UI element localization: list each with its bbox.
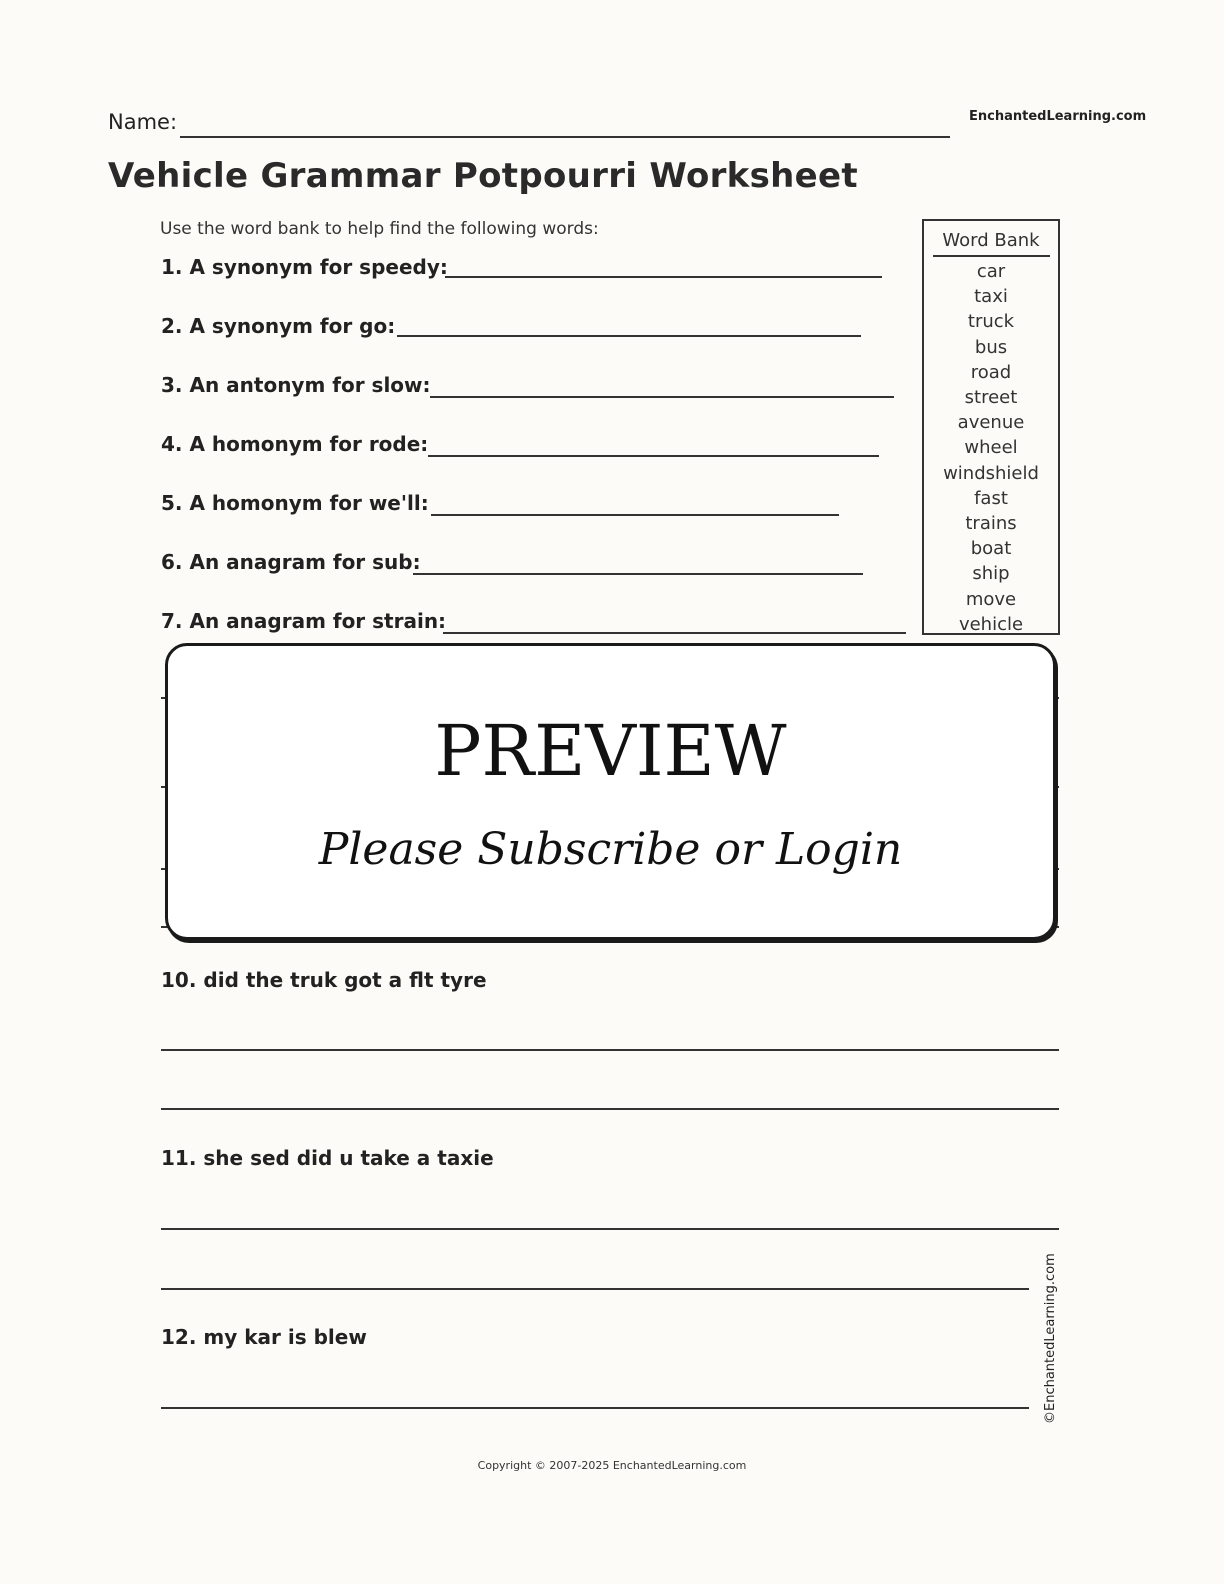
question-7: 7. An anagram for strain: <box>161 609 447 633</box>
answer-line-12 <box>161 1407 1029 1409</box>
site-label: EnchantedLearning.com <box>969 109 1147 124</box>
word-bank-item: taxi <box>974 286 1008 308</box>
word-bank-item: fast <box>974 487 1008 509</box>
word-bank-item: bus <box>974 336 1008 358</box>
question-5: 5. A homonym for we'll: <box>161 491 429 515</box>
answer-line-10a <box>161 1049 1059 1051</box>
word-bank <box>922 219 1060 635</box>
question-6: 6. An anagram for sub: <box>161 550 421 574</box>
question-11: 11. she sed did u take a taxie <box>161 1146 494 1170</box>
footer-copyright: Copyright © 2007-2025 EnchantedLearning.com <box>477 1459 747 1472</box>
word-bank-item: truck <box>967 311 1015 333</box>
answer-line-11a <box>161 1228 1059 1230</box>
name-label: Name: <box>108 110 178 134</box>
word-bank-item: road <box>970 361 1012 383</box>
question-3: 3. An antonym for slow: <box>161 373 431 397</box>
question-12: 12. my kar is blew <box>161 1325 367 1349</box>
word-bank-item: street <box>964 387 1018 409</box>
word-bank-item: avenue <box>957 412 1025 434</box>
name-answer-line <box>180 136 950 138</box>
word-bank-item: car <box>976 261 1006 282</box>
question-1: 1. A synonym for speedy: <box>161 255 448 279</box>
answer-line-2 <box>397 335 861 337</box>
word-bank-item: ship <box>972 563 1010 585</box>
word-bank-item: vehicle <box>958 613 1024 635</box>
word-bank-divider <box>933 255 1050 257</box>
word-bank-title: Word Bank <box>942 230 1040 251</box>
worksheet-title: Vehicle Grammar Potpourri Worksheet <box>108 156 858 196</box>
preview-title: PREVIEW <box>434 710 787 792</box>
word-bank-item: trains <box>965 513 1017 535</box>
answer-line-11b <box>161 1288 1029 1290</box>
question-10: 10. did the truk got a flt tyre <box>161 968 487 992</box>
question-4: 4. A homonym for rode: <box>161 432 429 456</box>
answer-line-3 <box>430 396 894 398</box>
subscribe-login-prompt[interactable]: Please Subscribe or Login <box>318 824 903 875</box>
instruction-text: Use the word bank to help find the following words: <box>160 219 599 239</box>
word-bank-item: boat <box>970 538 1012 560</box>
word-bank-item: move <box>965 588 1017 610</box>
word-bank-item: wheel <box>964 437 1018 459</box>
answer-line-6 <box>413 573 863 575</box>
side-copyright: ©EnchantedLearning.com <box>1043 1253 1058 1424</box>
answer-line-5 <box>431 514 839 516</box>
answer-line-1 <box>445 276 882 278</box>
answer-line-10b <box>161 1108 1059 1110</box>
word-bank-item: windshield <box>943 462 1039 484</box>
word-bank-list <box>924 259 1058 637</box>
preview-overlay[interactable] <box>165 643 1056 940</box>
question-2: 2. A synonym for go: <box>161 314 396 338</box>
answer-line-7 <box>443 632 906 634</box>
answer-line-4 <box>428 455 879 457</box>
